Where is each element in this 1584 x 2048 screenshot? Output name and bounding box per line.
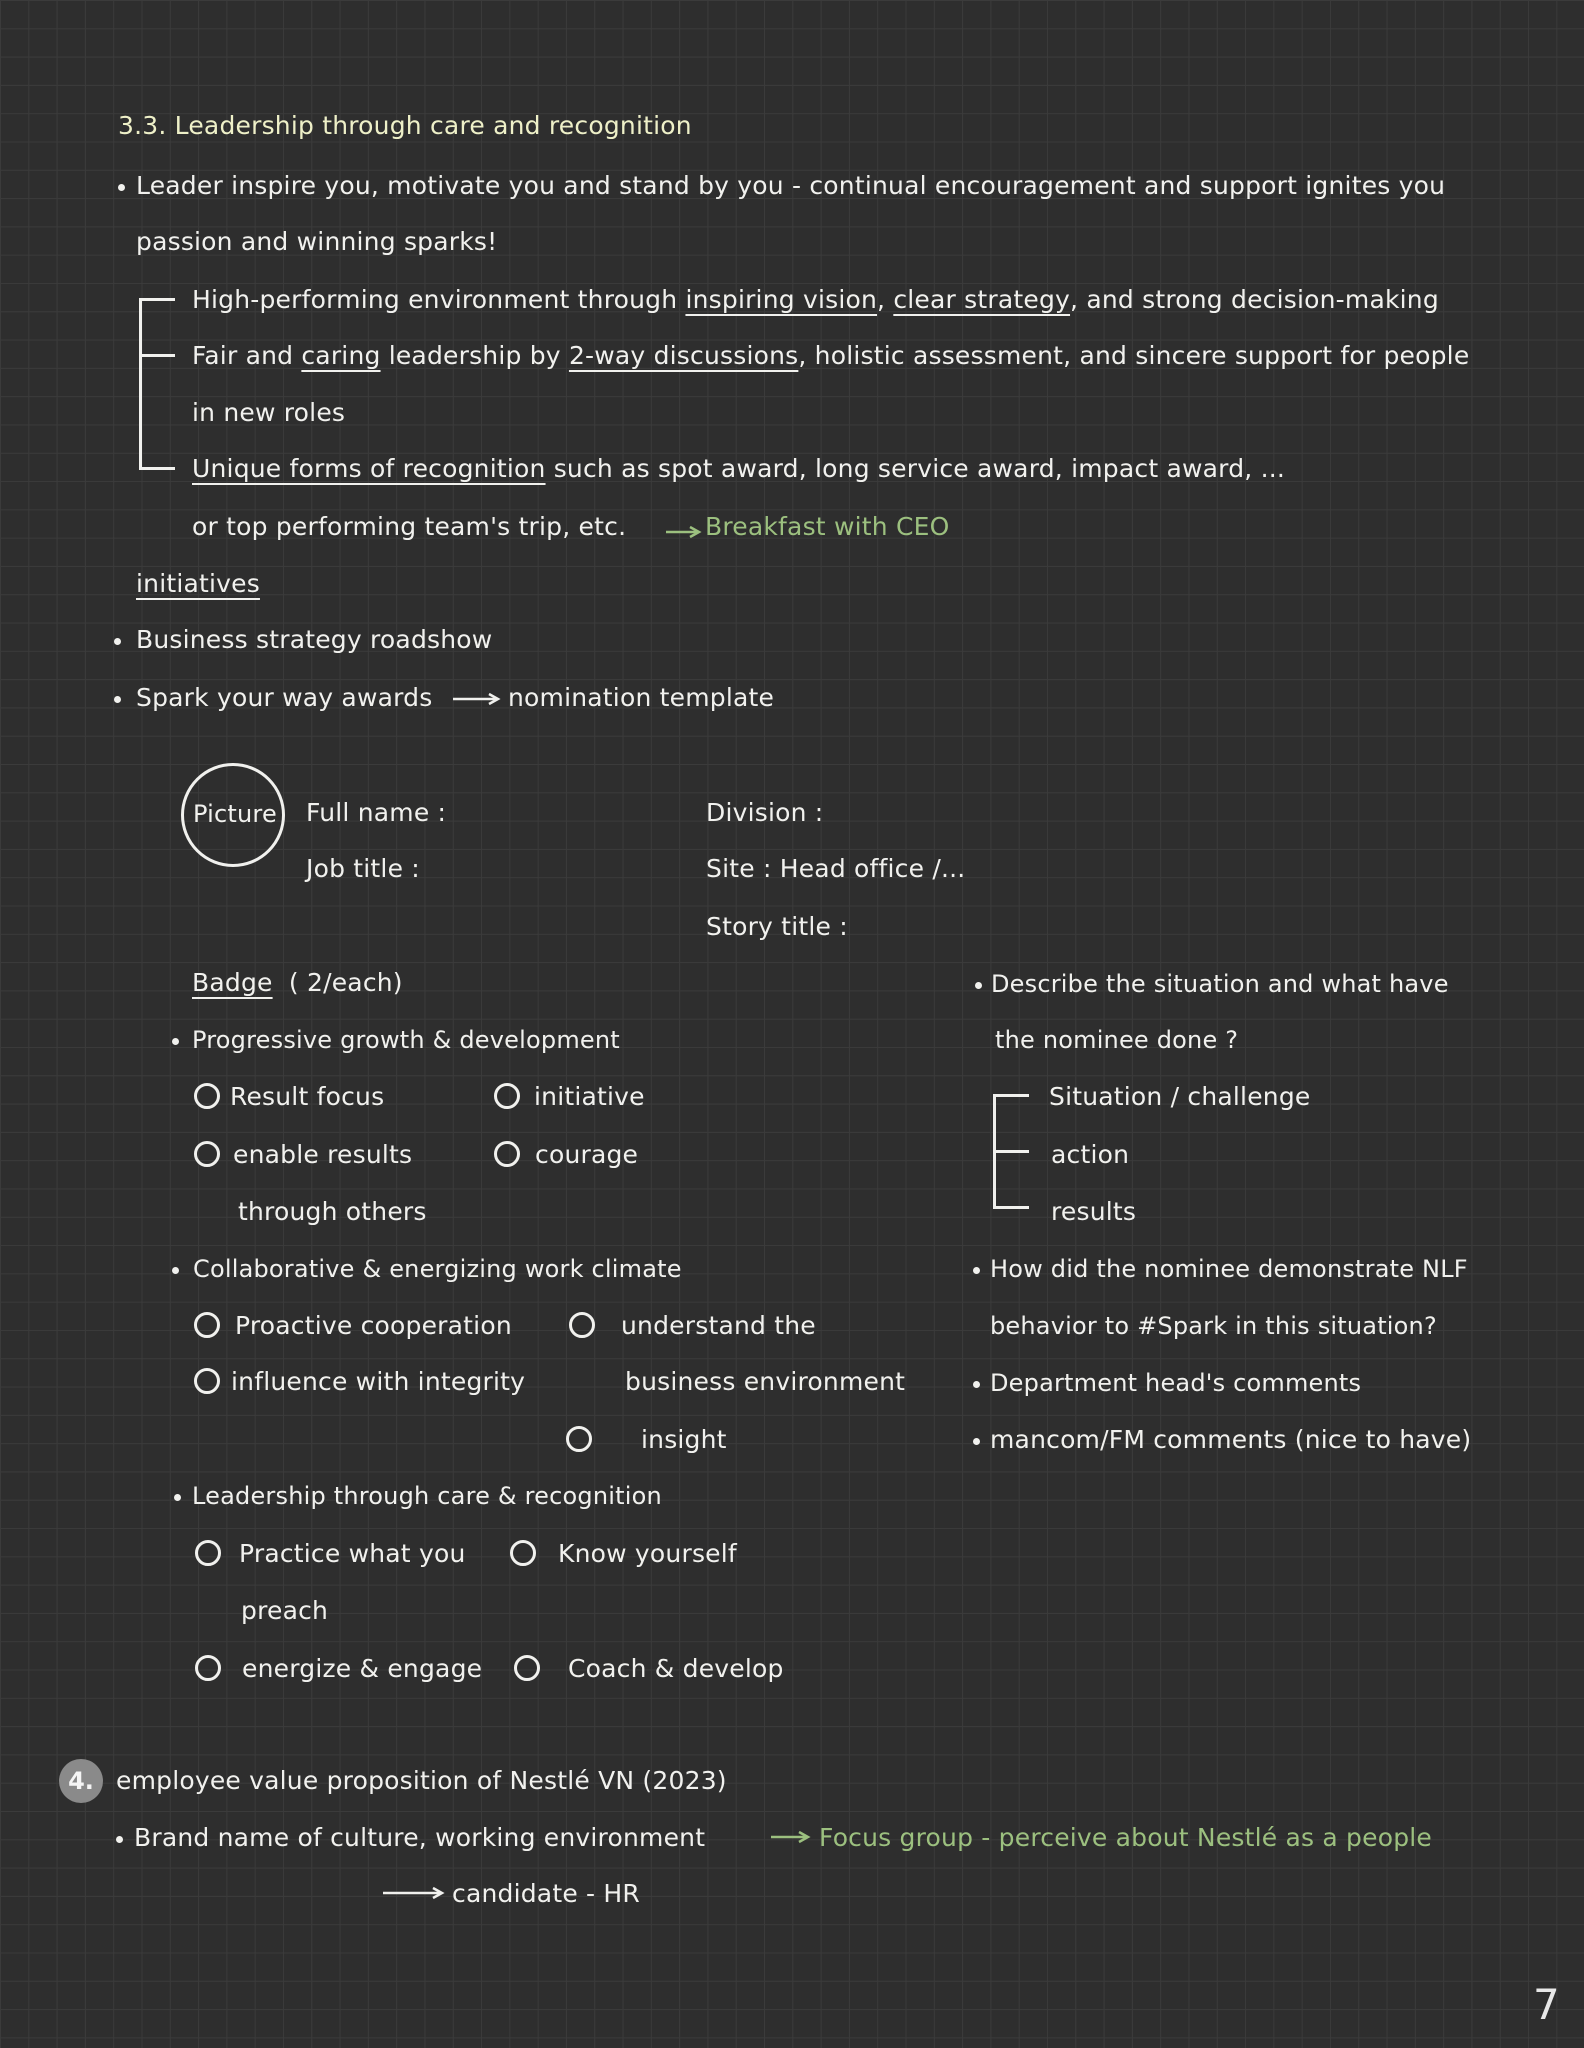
option-result-focus: Result focus	[230, 1082, 385, 1111]
section-heading: 3.3. Leadership through care and recognition	[118, 111, 692, 140]
point-fair-caring-cont: in new roles	[192, 398, 346, 427]
intro-line-1: Leader inspire you, motivate you and stand by you - continual encouragement and support ignites you	[136, 171, 1446, 200]
page-number: 7	[1533, 1980, 1560, 2029]
question-describe-situation: Describe the situation and what have	[991, 970, 1449, 998]
radio-courage	[494, 1141, 520, 1167]
point-high-performing: High-performing environment through inspiring vision, clear strategy, and strong decision-making	[192, 285, 1439, 314]
option-influence-integrity: influence with integrity	[231, 1367, 526, 1396]
bullet-dot	[172, 1038, 179, 1045]
option-courage: courage	[535, 1140, 639, 1169]
badge-heading: Badge ( 2/each)	[192, 968, 403, 997]
option-coach-develop: Coach & develop	[568, 1654, 784, 1683]
bullet-dot	[114, 696, 121, 703]
tree-branch	[139, 354, 175, 357]
question-nlf-behavior: How did the nominee demonstrate NLF	[990, 1255, 1468, 1283]
job-title-field: Job title :	[306, 854, 420, 883]
arrow-right-icon	[453, 693, 501, 705]
full-name-field: Full name :	[306, 798, 447, 827]
option-practice-what-you-preach: Practice what you	[239, 1539, 466, 1568]
radio-understand-business	[569, 1312, 595, 1338]
bullet-dot	[973, 1438, 980, 1445]
option-understand-business: understand the	[621, 1311, 816, 1340]
tree-bracket-line	[139, 298, 142, 470]
candidate-hr: candidate - HR	[452, 1879, 640, 1908]
bullet-dot	[172, 1267, 179, 1274]
initiatives-label: initiatives	[136, 569, 260, 598]
arrow-right-icon	[666, 526, 702, 538]
arrow-right-icon	[383, 1887, 445, 1899]
point-unique-recognition: Unique forms of recognition such as spot award, long service award, impact award, ...	[192, 454, 1286, 483]
radio-result-focus	[194, 1083, 220, 1109]
tree-branch	[139, 298, 175, 301]
radio-proactive-cooperation	[194, 1312, 220, 1338]
option-enable-results-cont: through others	[238, 1197, 427, 1226]
section-number-badge: 4.	[59, 1759, 103, 1803]
option-insight: insight	[641, 1425, 727, 1454]
step-results: results	[1051, 1197, 1137, 1226]
bullet-dot	[174, 1494, 181, 1501]
option-know-yourself: Know yourself	[558, 1539, 737, 1568]
initiative-spark-awards: Spark your way awards	[136, 683, 433, 712]
group-collaborative-climate: Collaborative & energizing work climate	[193, 1255, 682, 1283]
section-4-heading: employee value proposition of Nestlé VN (2023)	[116, 1766, 727, 1795]
option-proactive-cooperation: Proactive cooperation	[235, 1311, 512, 1340]
picture-label: Picture	[193, 800, 277, 828]
point-fair-caring: Fair and caring leadership by 2-way discussions, holistic assessment, and sincere support for people	[192, 341, 1470, 370]
radio-practice-what-you-preach	[195, 1540, 221, 1566]
tree-branch	[993, 1094, 1029, 1097]
option-energize-engage: energize & engage	[242, 1654, 483, 1683]
bullet-dot	[118, 184, 125, 191]
breakfast-with-ceo: Breakfast with CEO	[705, 512, 950, 541]
focus-group-note: Focus group - perceive about Nestlé as a people	[819, 1823, 1433, 1852]
bullet-dot	[114, 638, 121, 645]
question-nlf-behavior-cont: behavior to #Spark in this situation?	[990, 1312, 1437, 1340]
mancom-comments: mancom/FM comments (nice to have)	[990, 1425, 1472, 1454]
option-initiative: initiative	[534, 1082, 645, 1111]
tree-branch	[139, 467, 175, 470]
department-head-comments: Department head's comments	[990, 1369, 1362, 1397]
tree-branch	[993, 1150, 1029, 1153]
radio-enable-results	[194, 1141, 220, 1167]
group-leadership-care: Leadership through care & recognition	[192, 1482, 662, 1510]
division-field: Division :	[706, 798, 824, 827]
intro-line-2: passion and winning sparks!	[136, 227, 498, 256]
radio-initiative	[494, 1083, 520, 1109]
radio-coach-develop	[514, 1655, 540, 1681]
radio-energize-engage	[195, 1655, 221, 1681]
bullet-dot	[116, 1836, 123, 1843]
bullet-dot	[975, 982, 982, 989]
option-understand-business-cont: business environment	[625, 1367, 906, 1396]
arrow-right-icon	[771, 1831, 811, 1843]
brand-name-line: Brand name of culture, working environment	[134, 1823, 706, 1852]
radio-insight	[566, 1426, 592, 1452]
group-progressive-growth: Progressive growth & development	[192, 1026, 620, 1054]
site-field: Site : Head office /...	[706, 854, 966, 883]
point-unique-recognition-cont: or top performing team's trip, etc.	[192, 512, 627, 541]
radio-know-yourself	[510, 1540, 536, 1566]
tree-branch	[993, 1206, 1029, 1209]
question-describe-situation-cont: the nominee done ?	[995, 1026, 1239, 1054]
step-action: action	[1051, 1140, 1130, 1169]
option-enable-results: enable results	[233, 1140, 413, 1169]
step-situation: Situation / challenge	[1049, 1082, 1311, 1111]
initiative-roadshow: Business strategy roadshow	[136, 625, 493, 654]
nomination-template: nomination template	[508, 683, 775, 712]
story-title-field: Story title :	[706, 912, 848, 941]
option-practice-cont: preach	[241, 1596, 329, 1625]
bullet-dot	[973, 1381, 980, 1388]
bullet-dot	[973, 1267, 980, 1274]
radio-influence-integrity	[194, 1368, 220, 1394]
